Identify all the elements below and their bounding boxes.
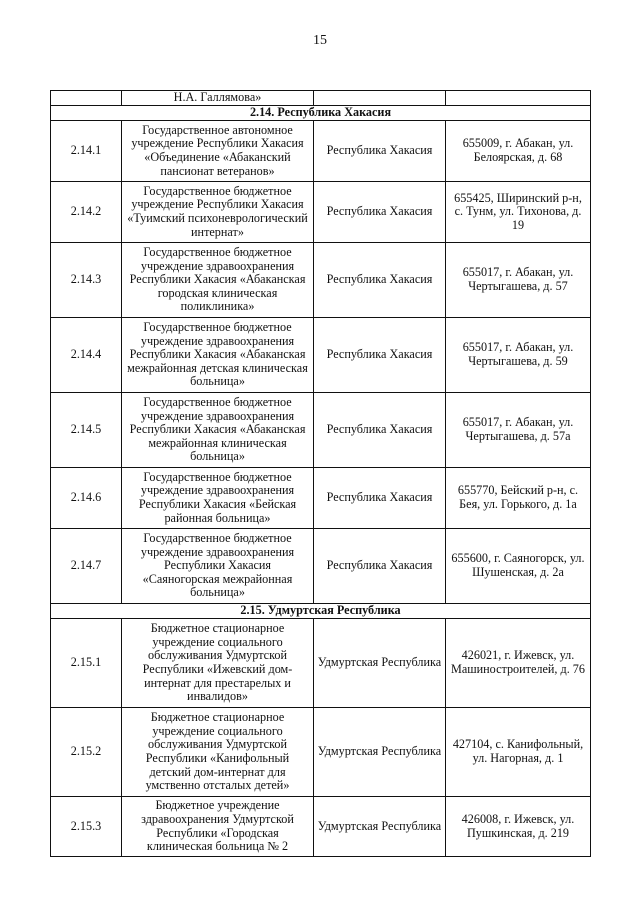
organization-name: Бюджетное стационарное учреждение социального обслуживания Удмуртской Республики «Канифольный детский дом-интернат для умственно отсталых детей» <box>122 708 314 797</box>
name-cell: Н.А. Галлямова» <box>122 91 314 106</box>
table-row <box>51 393 591 468</box>
region: Республика Хакасия <box>314 529 446 604</box>
address: 655017, г. Абакан, ул. Чертыгашева, д. 57а <box>446 393 591 468</box>
row-number: 2.14.1 <box>51 121 122 182</box>
row-number: 2.14.7 <box>51 529 122 604</box>
address: 655600, г. Саяногорск, ул. Шушенская, д. 2а <box>446 529 591 604</box>
page-number: 15 <box>313 33 327 48</box>
region: Республика Хакасия <box>314 393 446 468</box>
address: 655009, г. Абакан, ул. Белоярская, д. 68 <box>446 121 591 182</box>
region: Республика Хакасия <box>314 318 446 393</box>
table-row <box>51 318 591 393</box>
table-row <box>51 91 591 106</box>
num-cell <box>51 91 122 106</box>
table-row <box>51 708 591 797</box>
row-number: 2.14.3 <box>51 243 122 318</box>
organization-name: Государственное бюджетное учреждение здравоохранения Республики Хакасия «Саяногорская межрайонная больница» <box>122 529 314 604</box>
row-number: 2.15.2 <box>51 708 122 797</box>
organization-name: Государственное автономное учреждение Республики Хакасия «Объединение «Абаканский пансионат ветеранов» <box>122 121 314 182</box>
organization-name: Бюджетное стационарное учреждение социального обслуживания Удмуртской Республики «Ижевский дом-интернат для престарелых и инвалидов» <box>122 619 314 708</box>
table-row <box>51 182 591 243</box>
row-number: 2.15.3 <box>51 797 122 857</box>
organization-name: Государственное бюджетное учреждение Республики Хакасия «Туимский психоневрологический интернат» <box>122 182 314 243</box>
region: Удмуртская Республика <box>314 708 446 797</box>
region: Республика Хакасия <box>314 243 446 318</box>
section-header-row <box>51 604 591 619</box>
address: 426008, г. Ижевск, ул. Пушкинская, д. 219 <box>446 797 591 857</box>
address: 655017, г. Абакан, ул. Чертыгашева, д. 59 <box>446 318 591 393</box>
table-row <box>51 243 591 318</box>
section-header-row <box>51 106 591 121</box>
organizations-table <box>50 90 591 857</box>
organization-name: Государственное бюджетное учреждение здравоохранения Республики Хакасия «Абаканская городская клиническая поликлиника» <box>122 243 314 318</box>
address: 427104, с. Канифольный, ул. Нагорная, д. 1 <box>446 708 591 797</box>
table-row <box>51 619 591 708</box>
row-number: 2.14.5 <box>51 393 122 468</box>
organization-name: Бюджетное учреждение здравоохранения Удмуртской Республики «Городская клиническая больница № 2 <box>122 797 314 857</box>
address: 426021, г. Ижевск, ул. Машиностроителей, д. 76 <box>446 619 591 708</box>
organization-name: Государственное бюджетное учреждение здравоохранения Республики Хакасия «Абаканская межрайонная клиническая больница» <box>122 393 314 468</box>
row-number: 2.15.1 <box>51 619 122 708</box>
region: Республика Хакасия <box>314 182 446 243</box>
address: 655425, Ширинский р-н, с. Тунм, ул. Тихонова, д. 19 <box>446 182 591 243</box>
table-row <box>51 468 591 529</box>
section-title: 2.15. Удмуртская Республика <box>51 604 591 619</box>
region: Республика Хакасия <box>314 468 446 529</box>
address: 655017, г. Абакан, ул. Чертыгашева, д. 57 <box>446 243 591 318</box>
address: 655770, Бейский р-н, с. Бея, ул. Горького, д. 1а <box>446 468 591 529</box>
table-row <box>51 529 591 604</box>
table-row <box>51 121 591 182</box>
row-number: 2.14.6 <box>51 468 122 529</box>
row-number: 2.14.2 <box>51 182 122 243</box>
row-number: 2.14.4 <box>51 318 122 393</box>
region: Республика Хакасия <box>314 121 446 182</box>
organization-name: Государственное бюджетное учреждение здравоохранения Республики Хакасия «Бейская районная больница» <box>122 468 314 529</box>
section-title: 2.14. Республика Хакасия <box>51 106 591 121</box>
organization-name: Государственное бюджетное учреждение здравоохранения Республики Хакасия «Абаканская межрайонная детская клиническая больница» <box>122 318 314 393</box>
address-cell <box>446 91 591 106</box>
region-cell <box>314 91 446 106</box>
region: Удмуртская Республика <box>314 619 446 708</box>
table-row <box>51 797 591 857</box>
region: Удмуртская Республика <box>314 797 446 857</box>
